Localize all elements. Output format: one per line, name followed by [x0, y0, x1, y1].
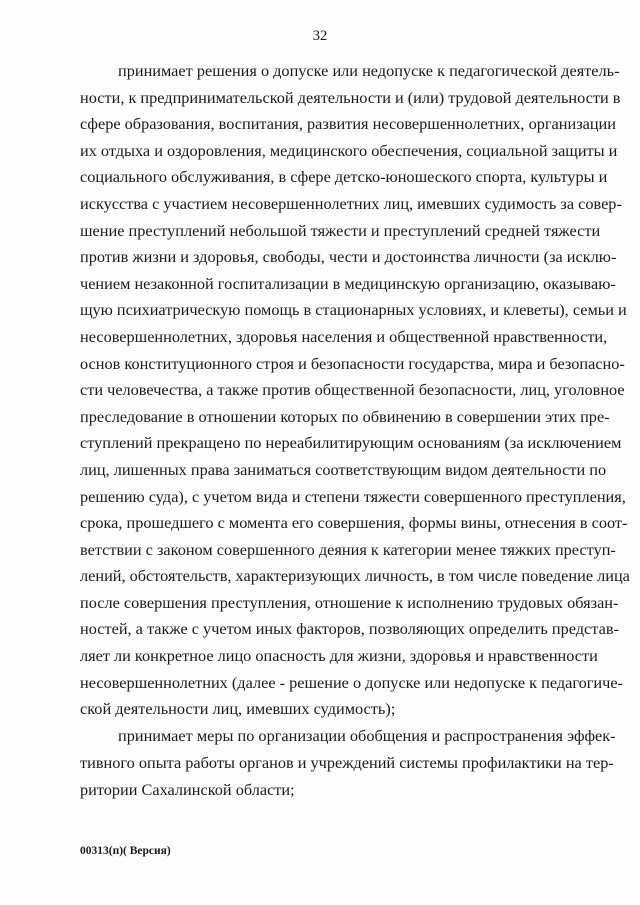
text-line: ступлений прекращено по нереабилитирующим основаниям (за исключением	[80, 433, 622, 453]
text-line: ляет ли конкретное лицо опасность для жизни, здоровья и нравственности	[80, 646, 598, 666]
text-line: несовершеннолетних, здоровья населения и общественной нравственности,	[80, 326, 608, 346]
text-line: шение преступлений небольшой тяжести и преступлений средней тяжести	[80, 220, 601, 240]
text-line: чением незаконной госпитализации в медицинскую организацию, оказываю-	[80, 273, 616, 293]
page-number: 32	[312, 28, 328, 44]
text-line: ской деятельности лиц, имевших судимость);	[80, 699, 396, 719]
text-line: ветствии с законом совершенного деяния к категории менее тяжких преступ-	[80, 539, 616, 559]
text-line: тивного опыта работы органов и учреждений системы профилактики на тер-	[80, 752, 614, 772]
text-line: лений, обстоятельств, характеризующих личность, в том числе поведение лица	[80, 566, 630, 586]
text-line: после совершения преступления, отношение к исполнению трудовых обязан-	[80, 592, 619, 612]
text-line: лиц, лишенных права заниматься соответствующим видом деятельности по	[80, 459, 607, 479]
text-line: их отдыха и оздоровления, медицинского обеспечения, социальной защиты и	[80, 140, 618, 160]
text-line: принимает меры по организации обобщения и распространения эффек-	[118, 726, 616, 746]
paragraph-best-practices	[80, 723, 616, 803]
text-line: против жизни и здоровья, свободы, чести и достоинства личности (за исклю-	[80, 247, 617, 267]
text-line: социального обслуживания, в сфере детско-юношеского спорта, культуры и	[80, 167, 608, 187]
text-line: основ конституционного строя и безопасности государства, мира и безопасно-	[80, 353, 625, 373]
text-line: принимает решения о допуске или недопуске к педагогической деятель-	[118, 61, 620, 80]
body-text	[80, 58, 630, 803]
text-line: ности, к предпринимательской деятельности и (или) трудовой деятельности в	[80, 87, 621, 107]
text-line: ритории Сахалинской области;	[80, 779, 295, 799]
text-line: преследование в отношении которых по обвинению в совершении этих пре-	[80, 406, 610, 426]
text-line: искусства с участием несовершеннолетних лиц, имевших судимость за совер-	[80, 193, 622, 213]
paragraph-admission-decisions	[80, 58, 630, 723]
text-line: срока, прошедшего с момента его совершения, формы вины, отнесения в соот-	[80, 513, 628, 533]
text-line: щую психиатрическую помощь в стационарных условиях, и клеветы), семьи и	[80, 300, 627, 320]
text-line: решению суда), с учетом вида и степени тяжести совершенного преступления,	[80, 486, 626, 506]
document-code: 00313(п)( Версия)	[80, 845, 171, 857]
text-line: сфере образования, воспитания, развития несовершеннолетних, организации	[80, 114, 616, 134]
text-line: ностей, а также с учетом иных факторов, позволяющих определить представ-	[80, 619, 619, 639]
text-line: сти человечества, а также против общественной безопасности, лиц, уголовное	[80, 380, 625, 400]
text-line: несовершеннолетних (далее - решение о допуске или недопуске к педагогиче-	[80, 672, 623, 692]
